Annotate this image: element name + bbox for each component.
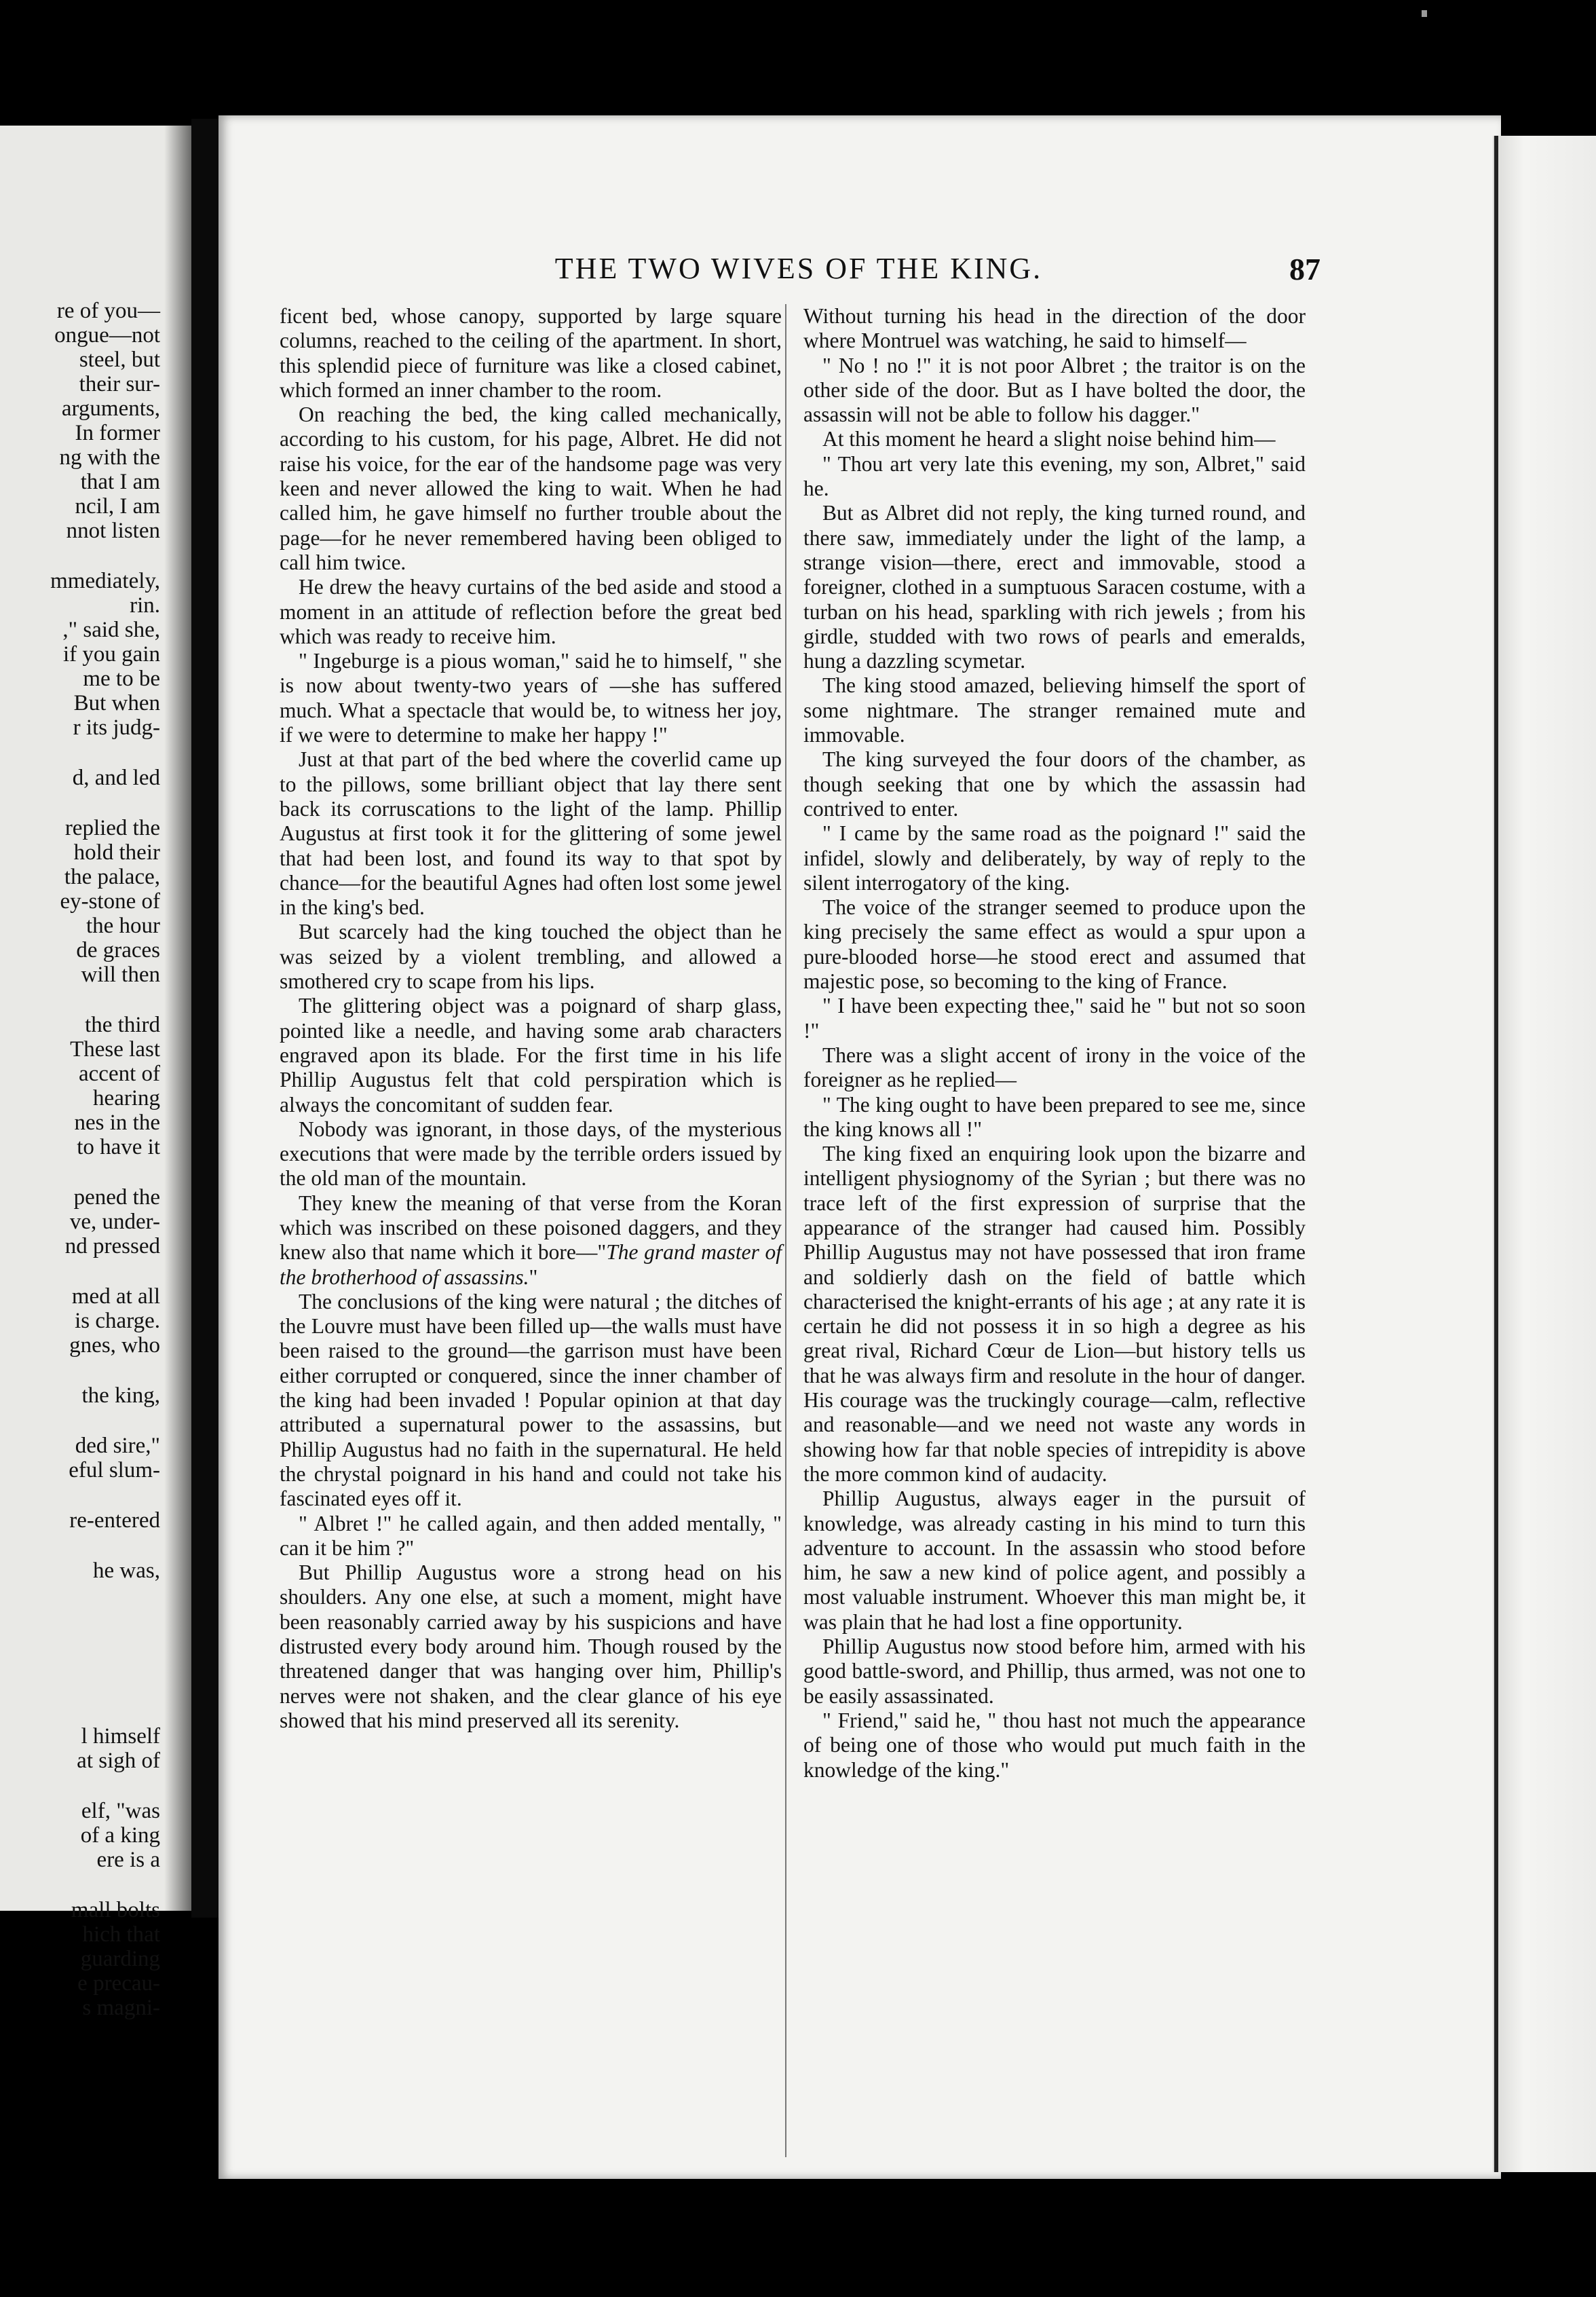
paragraph — [803, 427, 1306, 451]
paragraph — [280, 920, 782, 994]
paragraph-text: The king surveyed the four doors of the chamber, as though seeking that one by which the assassin had contrived to enter. — [803, 747, 1306, 821]
left-page-line: d, and led — [72, 766, 160, 790]
column-divider — [785, 304, 786, 2157]
left-page-line: ncil, I am — [75, 494, 160, 519]
paragraph-text: " No ! no !" it is not poor Albret ; the traitor is on the other side of the door. But as I have bolted the door, the assassin will not be able to follow his dagger." — [803, 353, 1306, 427]
left-page-line: hearing — [93, 1086, 160, 1110]
left-page-line: is charge. — [75, 1309, 160, 1333]
page-number: 87 — [1289, 252, 1320, 286]
paragraph-text: Without turning his head in the direction of the door where Montruel was watching, he said to himself— — [803, 304, 1306, 353]
left-page — [0, 126, 191, 2020]
left-page-line: accent of — [79, 1062, 160, 1086]
left-page-line: the palace, — [64, 865, 160, 889]
paragraph-text: " Thou art very late this evening, my son, Albret," said he. — [803, 451, 1306, 501]
text-column-left — [280, 304, 782, 1733]
left-page-line: gnes, who — [69, 1333, 160, 1358]
left-page-line: re-entered — [69, 1508, 160, 1533]
paragraph — [280, 747, 782, 920]
left-page-line: steel, but — [79, 348, 160, 372]
paragraph-text: Phillip Augustus now stood before him, armed with his good battle-sword, and Phillip, thus armed, was not one to be easily assassinated. — [803, 1635, 1306, 1708]
paragraph — [803, 1635, 1306, 1708]
paragraph — [803, 1708, 1306, 1782]
left-page-line: rin. — [130, 593, 160, 618]
left-page-line: ded sire," — [75, 1434, 160, 1458]
paragraph — [803, 501, 1306, 673]
left-page-line: med at all — [71, 1284, 160, 1309]
paragraph-text: The king fixed an enquiring look upon the bizarre and intelligent physiognomy of the Syrian ; but there was no trace left of the first expression of surprise that the appearance of the stranger had caused him. Possibly Phillip Augustus may not have possessed that iron frame and soldierly dash on the field of battle which characterised the knight-errants of his age ; at any rate it is certain he did not possess it in so high a degree as his great rival, Richard Cœur de Lion—but history tells us that he was always firm and resolute in the hour of danger. His courage was the truckingly courage—calm, reflective and reasonable—and we need not waste any words in showing how far that noble species of intrepidity is above the more common kind of audacity. — [803, 1142, 1306, 1486]
left-page-line: l himself — [81, 1724, 160, 1749]
paragraph — [803, 304, 1306, 354]
paragraph-text: On reaching the bed, the king called mechanically, according to his custom, for his page, Albret. He did not raise his voice, for the ear of the handsome page was very keen and never allowed the king to wait. When he had called him, he gave himself no further trouble about the page—for he never remembered having been obliged to call him twice. — [280, 403, 782, 574]
paragraph — [803, 1142, 1306, 1487]
left-page-line: the king, — [81, 1383, 160, 1408]
left-page-line: ey-stone of — [60, 889, 160, 914]
paragraph — [803, 673, 1306, 747]
left-page-line: to have it — [77, 1135, 160, 1159]
paragraph-text: They knew the meaning of that verse from the Koran which was inscribed on these poisoned daggers, and they knew also that name which it bore—" — [280, 1191, 782, 1265]
left-page-line: elf, "was — [81, 1799, 160, 1823]
paragraph-text: " I came by the same road as the poignard !" said the infidel, slowly and deliberately, by way of reply to the silent interrogatory of the king. — [803, 821, 1306, 895]
paragraph — [280, 1191, 782, 1290]
left-page-line: hold their — [73, 840, 160, 865]
paragraph-text: The king stood amazed, believing himself the sport of some nightmare. The stranger remained mute and immovable. — [803, 673, 1306, 747]
left-page-line: ve, under- — [69, 1210, 160, 1234]
paragraph-text: He drew the heavy curtains of the bed aside and stood a moment in an attitude of reflection before the great bed which was ready to receive him. — [280, 575, 782, 648]
paragraph-text: Phillip Augustus, always eager in the pursuit of knowledge, was already casting in his mind to turn this adventure to account. In the assassin who stood before him, he saw a new kind of police agent, and possibly a most valuable instrument. Whoever this man might be, it was plain that he had lost a fine opportunity. — [803, 1487, 1306, 1634]
left-page-line: that I am — [80, 470, 160, 494]
left-page-line: But when — [73, 691, 160, 715]
paragraph-text: " The king ought to have been prepared to see me, since the king knows all !" — [803, 1092, 1306, 1141]
paragraph — [803, 452, 1306, 502]
paragraph-text: Just at that part of the bed where the coverlid came up to the pillows, some brilliant object that lay there sent back its corruscations to the light of the lamp. Phillip Augustus at first took it for the glittering of some jewel that had been lost, and found its way to that spot by chance—for the beautiful Agnes had often lost some jewel in the king's bed. — [280, 747, 782, 920]
main-page — [218, 115, 1501, 2179]
paragraph — [280, 1290, 782, 1512]
left-page-shadow — [164, 126, 191, 1911]
left-page-line: eful slum- — [69, 1458, 160, 1482]
paragraph — [280, 575, 782, 649]
next-page-edge — [1493, 136, 1596, 2172]
left-page-line: pened the — [73, 1185, 160, 1210]
paragraph — [280, 1512, 782, 1561]
page-fold — [1494, 136, 1498, 2172]
left-page-line: nes in the — [74, 1110, 160, 1135]
paragraph-text: " Ingeburge is a pious woman," said he to himself, " she is now about twenty-two years of —she has suffered much. What a spectacle that would be, to witness her joy, if we were to determine to make her happy !" — [280, 649, 782, 747]
running-head: THE TWO WIVES OF THE KING. — [554, 252, 1043, 285]
left-page-line: ere is a — [96, 1848, 160, 1872]
left-page-line: at sigh of — [77, 1749, 160, 1773]
left-page-line: re of you— — [56, 299, 160, 323]
left-page-line: the third — [85, 1013, 160, 1037]
paragraph-text: But as Albret did not reply, the king turned round, and there saw, immediately under the light of the lamp, a strange vision—there, erect and immovable, stood a foreigner, clothed in a sumptuous Saracen costume, with a turban on his head, sparkling with rich jewels ; from his girdle, studded with two rows of pearls and emeralds, hung a dazzling scymetar. — [803, 501, 1306, 673]
left-page-line: mmediately, — [50, 569, 160, 593]
left-page-line: nnot listen — [66, 519, 160, 543]
paragraph — [803, 1487, 1306, 1635]
paragraph-text: But Phillip Augustus wore a strong head on his shoulders. Any one else, at such a moment, might have been reasonably carried away by his suspicions and have distrusted every body around him. Though roused by the threatened danger that was hanging over him, Phillip's nerves were not shaken, and the clear glance of his eye showed that his mind preserved all its serenity. — [280, 1561, 782, 1732]
paragraph — [803, 994, 1306, 1043]
paragraph — [280, 403, 782, 575]
paragraph — [280, 304, 782, 403]
paragraph-text: The conclusions of the king were natural ; the ditches of the Louvre must have been filled up—the walls must have been raised to the ground—the garrison must have been either corrupted or conquered, since the inner chamber of the king had been invaded ! Popular opinion at that day attributed a supernatural power to the assassins, but Phillip Augustus had no faith in the supernatural. He held the chrystal poignard in his hand and could not take his fascinated eyes off it. — [280, 1289, 782, 1511]
left-page-line: will then — [81, 963, 160, 987]
left-page-line: ongue—not — [54, 323, 160, 348]
left-page-line: me to be — [83, 667, 160, 691]
left-page-line: if you gain — [63, 642, 160, 667]
left-page-line: their sur- — [79, 372, 160, 396]
italic-phrase: The grand master of the brotherhood of assassins. — [280, 1240, 782, 1289]
paragraph — [803, 354, 1306, 428]
left-page-line: These last — [70, 1037, 160, 1062]
text-column-right — [803, 304, 1306, 1782]
paragraph-text: Nobody was ignorant, in those days, of the mysterious executions that were made by the terrible orders issued by the old man of the mountain. — [280, 1117, 782, 1191]
left-page-line: hich that — [82, 1922, 160, 1947]
paragraph — [280, 649, 782, 747]
scan-mark — [1422, 10, 1427, 17]
left-page-line: e precau- — [77, 1971, 160, 1996]
left-page-line: replied the — [64, 816, 160, 840]
paragraph — [803, 895, 1306, 994]
left-page-line: he was, — [93, 1558, 160, 1583]
paragraph — [803, 747, 1306, 821]
book-gutter — [191, 119, 218, 1918]
paragraph-text: The voice of the stranger seemed to produce upon the king precisely the same effect as would a spur upon a pure-blooded horse—he stood erect and assumed that majestic pose, so becoming to the king of France. — [803, 895, 1306, 994]
paragraph-text: But scarcely had the king touched the object than he was seized by a violent trembling, and allowed a smothered cry to scape from his lips. — [280, 920, 782, 994]
left-page-line: guarding — [80, 1947, 160, 1971]
left-page-line: arguments, — [61, 396, 160, 421]
left-page-line: de graces — [76, 938, 160, 963]
paragraph-text: " I have been expecting thee," said he " but not so soon !" — [803, 994, 1306, 1043]
paragraph — [803, 821, 1306, 895]
paragraph-text: At this moment he heard a slight noise behind him— — [822, 427, 1276, 451]
paragraph-text: " Albret !" he called again, and then added mentally, " can it be him ?" — [280, 1511, 782, 1560]
paragraph-text: " Friend," said he, " thou hast not much the appearance of being one of those who would put much faith in the knowledge of the king." — [803, 1708, 1306, 1782]
closing-quote: " — [529, 1265, 538, 1289]
left-page-line: s magni- — [82, 1996, 160, 2020]
left-page-line: of a king — [80, 1823, 160, 1848]
left-page-line: ," said she, — [62, 618, 160, 642]
left-page-line: mall bolts — [71, 1898, 160, 1922]
left-page-line: the hour — [86, 914, 160, 938]
left-page-line: r its judg- — [73, 715, 160, 740]
paragraph-text: The glittering object was a poignard of sharp glass, pointed like a needle, and having some arab characters engraved apon its blade. For the first time in his life Phillip Augustus felt that cold perspiration which is always the concomitant of sudden fear. — [280, 994, 782, 1117]
paragraph — [280, 994, 782, 1117]
paragraph — [803, 1093, 1306, 1142]
left-page-line: ng with the — [59, 445, 160, 470]
paragraph — [280, 1561, 782, 1733]
left-page-line: nd pressed — [64, 1234, 160, 1258]
paragraph — [280, 1117, 782, 1191]
paragraph — [803, 1043, 1306, 1093]
paragraph-text: There was a slight accent of irony in the voice of the foreigner as he replied— — [803, 1043, 1306, 1092]
paragraph-text: ficent bed, whose canopy, supported by large square columns, reached to the ceiling of the apartment. In short, this splendid piece of furniture was like a closed cabinet, which formed an inner chamber to the room. — [280, 304, 782, 402]
left-page-line: In former — [75, 421, 160, 445]
